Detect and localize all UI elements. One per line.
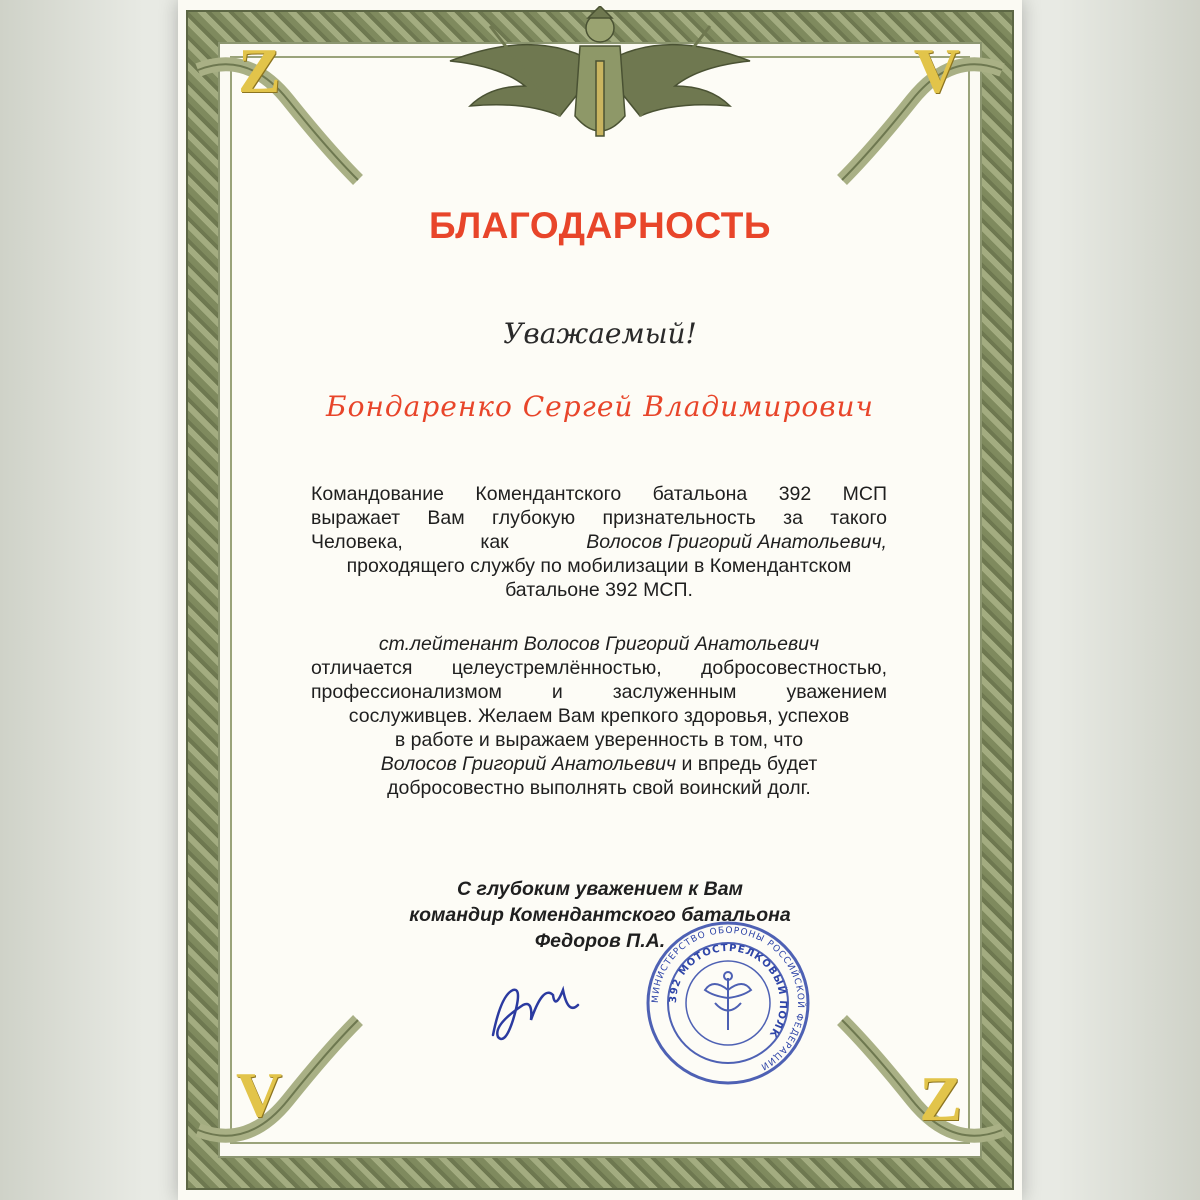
military-emblem-icon (430, 6, 770, 156)
word: признательность (602, 507, 756, 529)
corner-letter-v: V (236, 1059, 283, 1130)
paragraph-2-line-5: в работе и выражаем уверенность в том, что (394, 729, 804, 751)
paragraph-1-line-3 (311, 530, 887, 554)
certificate-sheet (178, 0, 1022, 1200)
word: батальона (652, 483, 748, 505)
svg-text:392 МОТОСТРЕЛКОВЫЙ ПОЛК: 392 МОТОСТРЕЛКОВЫЙ ПОЛК (667, 942, 789, 1040)
paragraph-2-line-4: сослуживцев. Желаем Вам крепкого здоровья, успехов (348, 705, 850, 727)
document-title: БЛАГОДАРНОСТЬ (429, 205, 771, 246)
paragraph-1-line-5: батальоне 392 МСП. (505, 579, 693, 601)
soldier-name: Волосов Григорий Анатольевич, (586, 531, 887, 553)
paragraph-1-line-1 (311, 482, 887, 506)
word: выражает (311, 507, 401, 529)
official-seal-icon (643, 918, 813, 1088)
word: отличается (311, 657, 413, 679)
word: профессионализмом (311, 681, 502, 703)
signoff-line-2: командир Комендантского батальона (409, 904, 791, 926)
word: целеустремлённостью, (451, 657, 662, 679)
word: Комендантского (475, 483, 622, 505)
paragraph-1-line-2 (311, 506, 887, 530)
word: МСП (842, 483, 887, 505)
word: Человека, (311, 531, 403, 553)
paragraph-2-intro: ст.лейтенант Волосов Григорий Анатольевич (378, 633, 820, 655)
word: как (480, 531, 509, 553)
paragraph-2-line-2 (311, 656, 887, 680)
word: Командование (311, 483, 444, 505)
line-text: и впредь будет (676, 753, 818, 775)
paragraph-2-line-3 (311, 680, 887, 704)
paragraph-1-line-4: проходящего службу по мобилизации в Комендантском (346, 555, 852, 577)
word: Вам (427, 507, 465, 529)
corner-letter-z: Z (238, 35, 281, 106)
signoff-line-1: С глубоким уважением к Вам (457, 878, 743, 900)
word: и (551, 681, 563, 703)
paragraph-1 (311, 482, 887, 602)
soldier-name: Волосов Григорий Анатольевич (380, 753, 677, 775)
signoff-line-3: Федоров П.А. (534, 930, 666, 952)
word: заслуженным (612, 681, 737, 703)
word: за (783, 507, 803, 529)
greeting: Уважаемый! (503, 317, 697, 350)
signature-icon (483, 975, 593, 1055)
corner-letter-v: V (913, 35, 960, 106)
paragraph-2-line-6 (311, 752, 887, 776)
signoff (178, 876, 1022, 954)
paragraph-2 (311, 632, 887, 800)
word: добросовестностью, (700, 657, 887, 679)
recipient-name: Бондаренко Сергей Владимирович (326, 390, 874, 423)
word: глубокую (492, 507, 576, 529)
word: такого (830, 507, 887, 529)
corner-letter-z: Z (919, 1063, 962, 1134)
paragraph-2-line-7: добросовестно выполнять свой воинский долг. (387, 777, 811, 799)
word: 392 (778, 483, 812, 505)
svg-text:МИНИСТЕРСТВО ОБОРОНЫ РОССИЙСКО: МИНИСТЕРСТВО ОБОРОНЫ РОССИЙСКОЙ ФЕДЕРАЦИИ (650, 925, 806, 1072)
word: уважением (786, 681, 887, 703)
